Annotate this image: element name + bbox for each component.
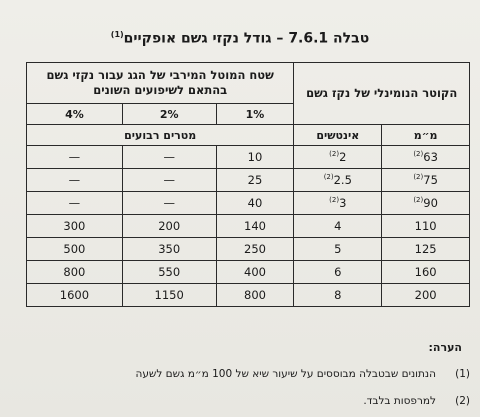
note-2-index: (2) xyxy=(455,395,470,407)
note-1 xyxy=(10,368,470,380)
note-1-index: (1) xyxy=(455,368,470,380)
cell-mm-value: 63 xyxy=(423,150,438,164)
cell-slope-4: — xyxy=(27,192,123,215)
cell-inch-value: 4 xyxy=(334,219,342,233)
cell-slope-1: 25 xyxy=(216,169,294,192)
cell-slope-4: 300 xyxy=(27,215,123,238)
cell-mm xyxy=(382,146,470,169)
cell-slope-2: 200 xyxy=(122,215,216,238)
cell-mm-footnote: (2) xyxy=(413,150,424,159)
table-row xyxy=(27,238,470,261)
note-2 xyxy=(10,395,470,407)
cell-slope-2: — xyxy=(122,169,216,192)
header-diameter: הקוטר הנומינלי של נקז גשם xyxy=(294,63,470,125)
cell-mm xyxy=(382,215,470,238)
cell-slope-4: 800 xyxy=(27,261,123,284)
cell-slope-1: 140 xyxy=(216,215,294,238)
cell-slope-2: 1150 xyxy=(122,284,216,307)
cell-mm-value: 200 xyxy=(414,288,437,302)
cell-slope-4: 500 xyxy=(27,238,123,261)
cell-inch-value: 2 xyxy=(339,150,347,164)
cell-inch-footnote: (2) xyxy=(329,196,340,205)
cell-inch xyxy=(294,284,382,307)
header-inch: אינטשים xyxy=(294,125,382,146)
cell-slope-2: 550 xyxy=(122,261,216,284)
header-slope-4: 4% xyxy=(27,104,123,125)
cell-inch-value: 3 xyxy=(339,196,347,210)
cell-slope-2: — xyxy=(122,146,216,169)
table-row xyxy=(27,284,470,307)
cell-mm-value: 90 xyxy=(423,196,438,210)
note-1-text: הנתונים שבטבלה מבוססים על שיעור שיא של 100 מ״מ גשם לשעה xyxy=(135,368,436,380)
cell-slope-2: 350 xyxy=(122,238,216,261)
cell-inch-value: 2.5 xyxy=(333,173,352,187)
cell-mm-value: 75 xyxy=(423,173,438,187)
cell-inch-value: 8 xyxy=(334,288,342,302)
cell-mm xyxy=(382,261,470,284)
table-title xyxy=(0,30,480,47)
table-row xyxy=(27,192,470,215)
cell-inch-footnote: (2) xyxy=(323,173,334,182)
cell-inch xyxy=(294,192,382,215)
cell-inch-value: 6 xyxy=(334,265,342,279)
header-row-units xyxy=(27,125,470,146)
cell-slope-2: — xyxy=(122,192,216,215)
cell-mm-value: 125 xyxy=(414,242,437,256)
cell-mm-footnote: (2) xyxy=(413,196,424,205)
cell-slope-1: 250 xyxy=(216,238,294,261)
rain-drain-size-table xyxy=(26,62,470,307)
cell-slope-4: 1600 xyxy=(27,284,123,307)
cell-inch xyxy=(294,169,382,192)
table-title-text: טבלה 7.6.1 – גודל נקזי גשם אופקיים xyxy=(123,30,370,47)
cell-slope-1: 400 xyxy=(216,261,294,284)
cell-mm-footnote: (2) xyxy=(413,173,424,182)
header-slope-2: 2% xyxy=(122,104,216,125)
cell-slope-1: 40 xyxy=(216,192,294,215)
cell-mm xyxy=(382,284,470,307)
table-title-footnote: (1) xyxy=(110,30,124,39)
cell-inch-footnote: (2) xyxy=(329,150,340,159)
cell-mm-value: 160 xyxy=(414,265,437,279)
cell-slope-1: 800 xyxy=(216,284,294,307)
cell-inch xyxy=(294,146,382,169)
header-sqm: מטרים רבועים xyxy=(27,125,294,146)
cell-mm-value: 110 xyxy=(414,219,437,233)
cell-mm xyxy=(382,192,470,215)
cell-mm xyxy=(382,169,470,192)
cell-inch xyxy=(294,238,382,261)
header-mm: מ״מ xyxy=(382,125,470,146)
table-row xyxy=(27,169,470,192)
header-slope-1: 1% xyxy=(216,104,294,125)
cell-slope-4: — xyxy=(27,169,123,192)
header-row-groups xyxy=(27,63,470,104)
notes-heading: הערה: xyxy=(428,341,462,354)
table-row xyxy=(27,261,470,284)
cell-inch xyxy=(294,261,382,284)
cell-slope-1: 10 xyxy=(216,146,294,169)
cell-slope-4: — xyxy=(27,146,123,169)
table-row xyxy=(27,146,470,169)
note-2-text: למרפסות בלבד. xyxy=(363,395,436,407)
cell-inch-value: 5 xyxy=(334,242,342,256)
cell-mm xyxy=(382,238,470,261)
table-row xyxy=(27,215,470,238)
header-area: שטח המוטל המירבי של הגג עבור נקזי גשם בהתאם לשיפועים השונים xyxy=(27,63,294,104)
cell-inch xyxy=(294,215,382,238)
